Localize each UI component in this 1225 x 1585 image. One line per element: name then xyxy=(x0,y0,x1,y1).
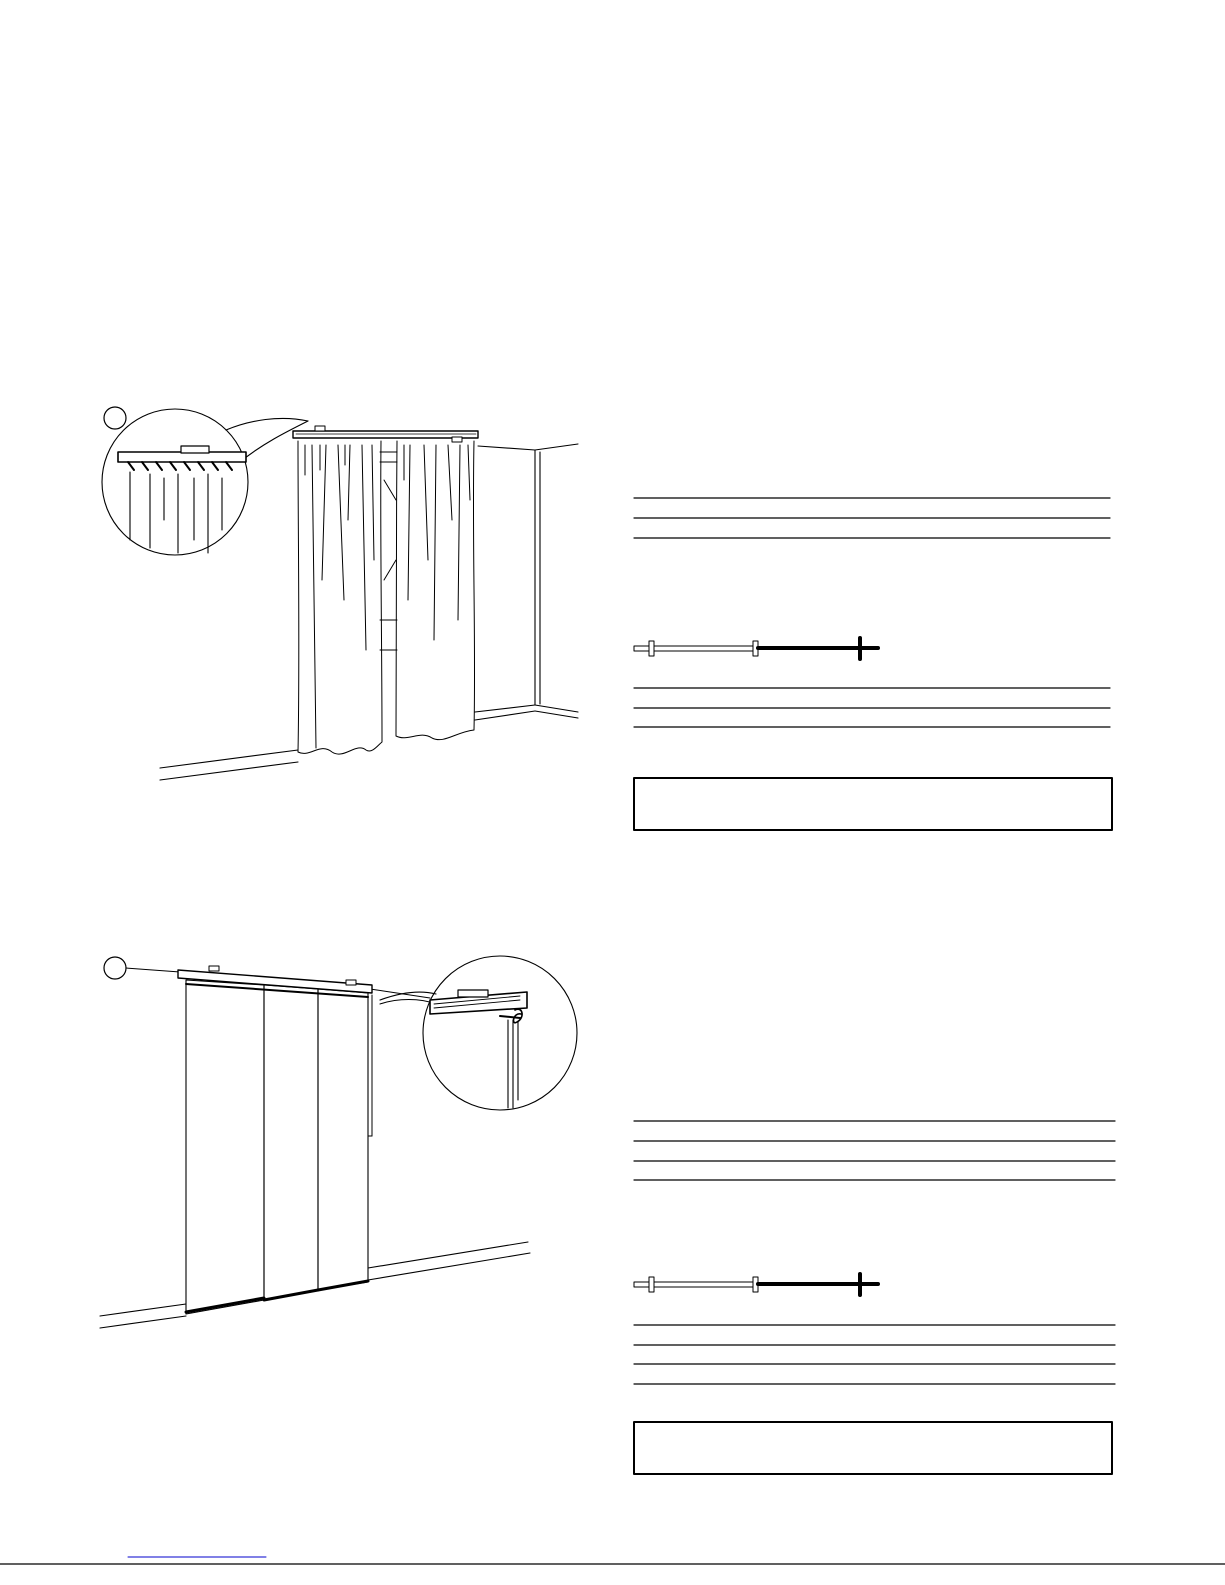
section-2-illustration xyxy=(100,956,577,1328)
step-marker-icon xyxy=(104,957,126,979)
section-2-scale-bar xyxy=(634,1274,878,1295)
section-1-illustration xyxy=(102,407,578,780)
panel-track xyxy=(178,966,372,993)
section-1-table-top xyxy=(634,498,1110,538)
section-1-scale-bar xyxy=(634,638,878,659)
step-marker-icon xyxy=(104,407,126,429)
section-1-table-bottom xyxy=(634,688,1110,727)
section-1-note-box xyxy=(634,778,1112,830)
callout-magnifier xyxy=(102,409,308,555)
right-curtain xyxy=(396,441,475,740)
floor-outline xyxy=(100,1242,530,1328)
window-frame xyxy=(380,452,397,650)
left-curtain xyxy=(298,441,382,754)
section-2-note-box xyxy=(634,1422,1112,1474)
section-2-table-bottom xyxy=(634,1325,1115,1384)
callout-magnifier xyxy=(380,956,577,1110)
section-2-table-top xyxy=(634,1121,1115,1180)
pull-wand xyxy=(368,995,372,1136)
footer xyxy=(0,1557,1225,1564)
curtain-track xyxy=(293,426,478,442)
panel-curtains xyxy=(186,980,368,1314)
